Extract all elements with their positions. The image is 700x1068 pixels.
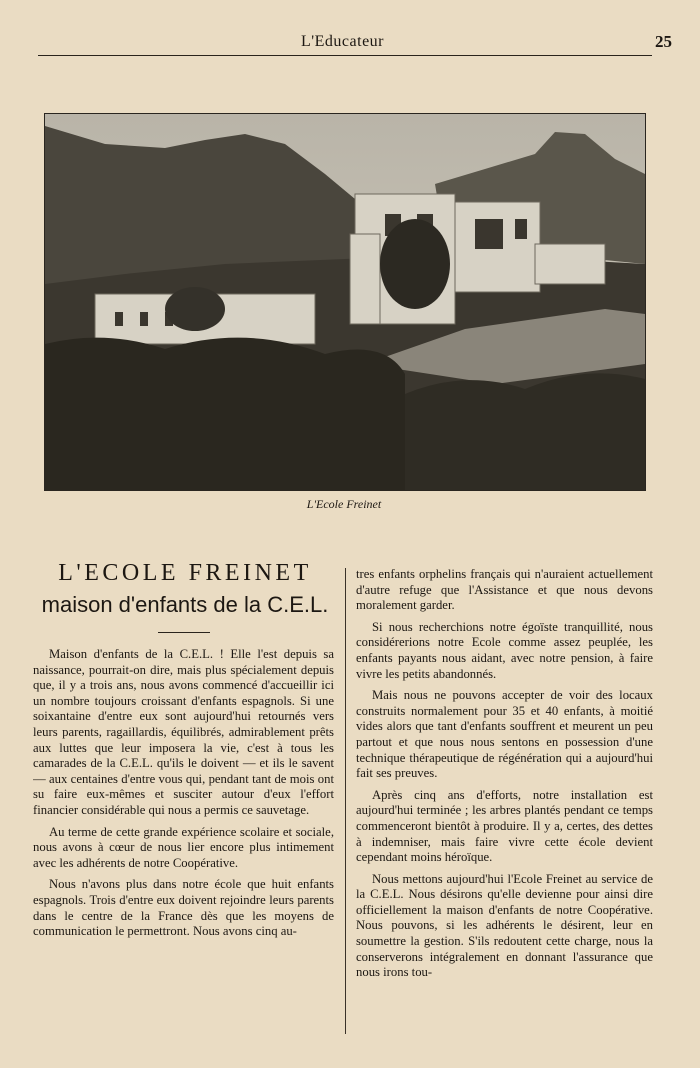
photo-caption: L'Ecole Freinet bbox=[306, 497, 382, 511]
right-column bbox=[356, 567, 653, 1037]
left-column bbox=[33, 647, 334, 1037]
paragraph: Nous mettons aujourd'hui l'Ecole Freinet au service de la C.E.L. Nous désirons qu'elle devienne pour ainsi dire officiellement la maison d'enfants de notre Coopérative. Nous pouvons, si les adhérents le désirent, leur en soumettre la gestion. S'ils redoutent cette charge, nous la conserverons intégralement en donnant l'assurance que nous irons tou- bbox=[356, 871, 653, 980]
paragraph: Au terme de cette grande expérience scolaire et sociale, nous avons à cœur de nous lier encore plus intimement avec les adhérents de notre Coopérative. bbox=[33, 824, 334, 870]
paragraph: Mais nous ne pouvons accepter de voir des locaux construits normalement pour 35 et 40 enfants, à moitié vides alors que tant d'enfants souffrent et meurent un peu partout et que nous nous sentons en possession d'une technique thérapeutique de régénération qui a aujourd'hui fait ses preuves. bbox=[356, 688, 653, 781]
title-rule bbox=[158, 632, 210, 633]
paragraph: Nous n'avons plus dans notre école que huit enfants espagnols. Trois d'entre eux doivent rejoindre leurs parents dans le centre de la France dès que les moyens de communication le permettront. Nous avons cinq au- bbox=[33, 877, 334, 939]
running-header-title: L'Educateur bbox=[300, 33, 384, 50]
page-number: 25 bbox=[655, 32, 672, 51]
header-rule bbox=[38, 55, 652, 56]
article-subtitle: maison d'enfants de la C.E.L. bbox=[41, 592, 329, 617]
column-divider bbox=[345, 568, 346, 1034]
article-title: L'ECOLE FREINET bbox=[58, 560, 312, 586]
paragraph: Après cinq ans d'efforts, notre installation est aujourd'hui terminée ; les arbres plantés pendant ce temps commenceront bientôt à produire. Il y a, certes, des dettes à indemniser, mais faire vivre cette école devient cependant moins héroïque. bbox=[356, 787, 653, 865]
paragraph: tres enfants orphelins français qui n'auraient actuellement d'autre refuge que l'Assistance et que nous devons moralement garder. bbox=[356, 567, 653, 613]
paragraph: Si nous recherchions notre égoïste tranquillité, nous considérerions notre Ecole comme assez peuplée, les enfants payants nous aidant, avec notre pension, à faire vivre les petits abandonnés. bbox=[356, 619, 653, 681]
paragraph: Maison d'enfants de la C.E.L. ! Elle l'est depuis sa naissance, pourrait-on dire, mais plus spécialement depuis que, il y a trois ans, nous avons commencé d'accueillir ici un nombre toujours croissant d'enfants espagnols. Si une soixantaine d'entre eux sont aujourd'hui retournés vers leurs parents, ragaillardis, équilibrés, admirablement prêts aux luttes que leur imposera la vie, c'est à tous les camarades de la C.E.L. qu'ils le doivent — et ils le savent — aux centaines d'entre vous qui, pendant tant de mois ont su faire eux-mêmes et susciter autour d'eux l'effort financier considérable qui nous a permis ce sauvetage. bbox=[33, 647, 334, 817]
school-photograph bbox=[45, 114, 645, 490]
